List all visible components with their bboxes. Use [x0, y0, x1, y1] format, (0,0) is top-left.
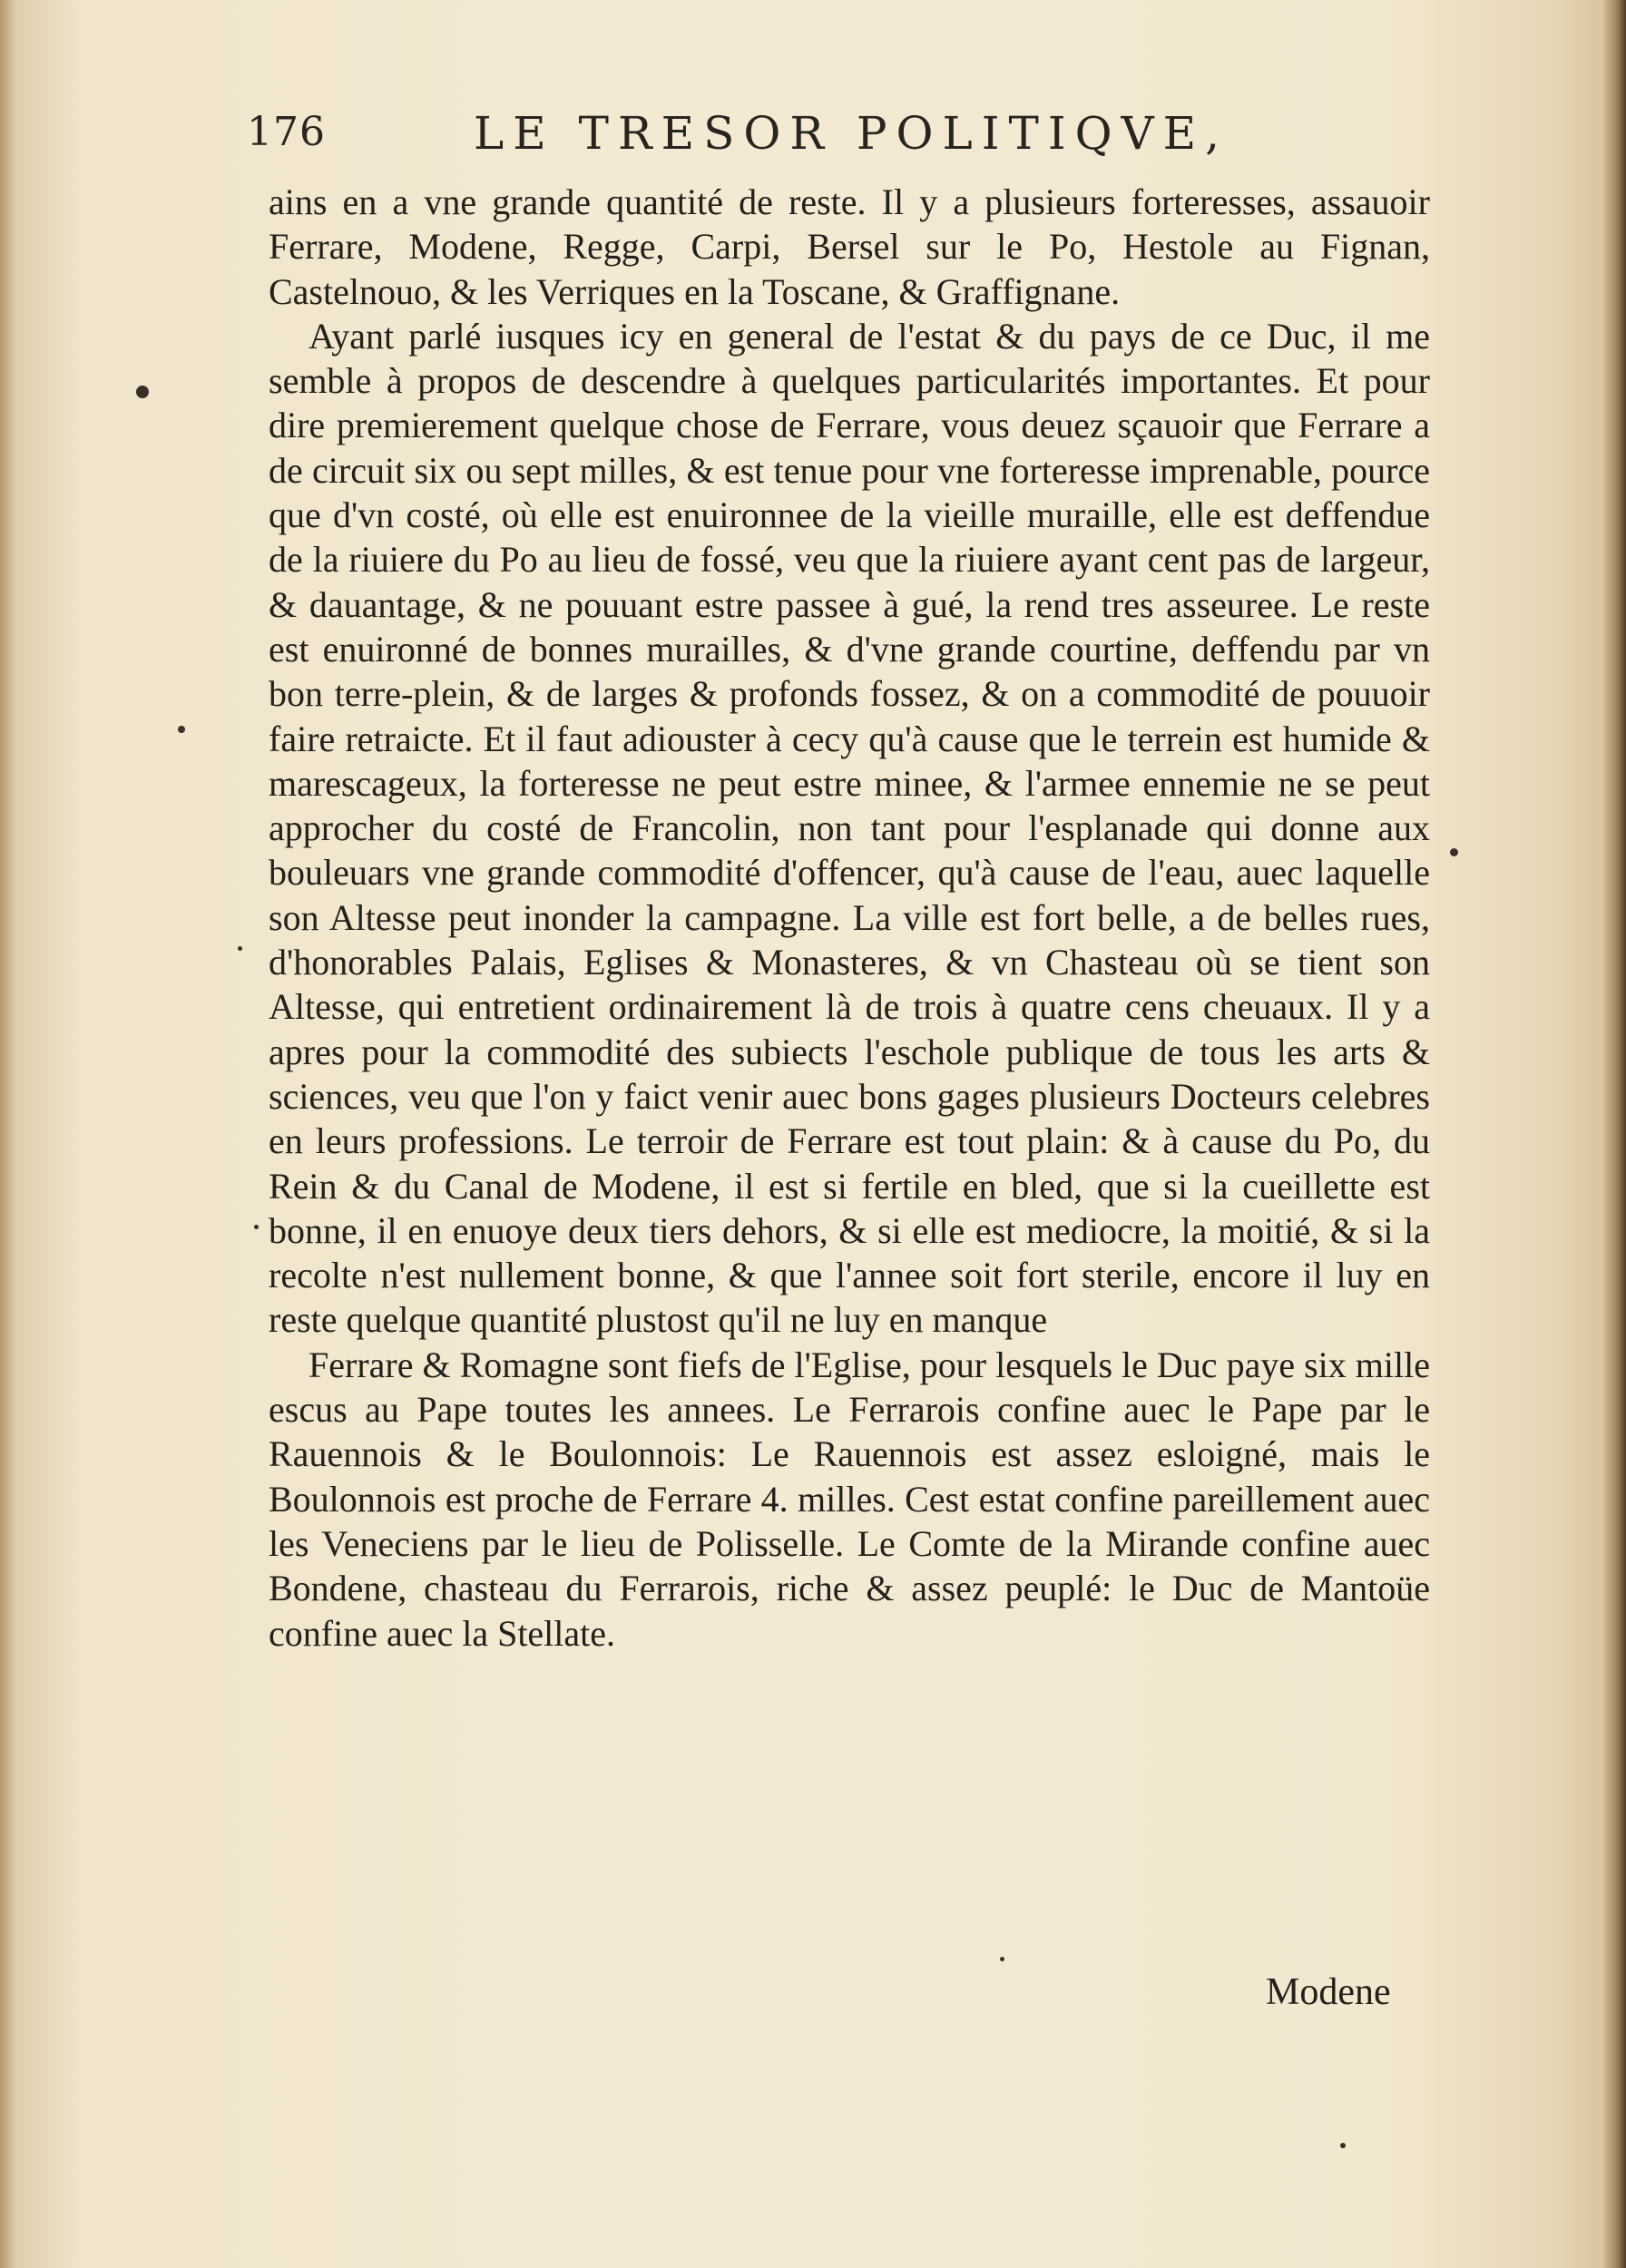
running-head: LE TRESOR POLITIQVE, [474, 107, 1229, 160]
ink-speck [1340, 2143, 1346, 2148]
ink-speck [254, 1225, 259, 1229]
ink-speck [178, 726, 185, 733]
page-header [247, 107, 1435, 171]
paragraph: Ferrare & Romagne sont fiefs de l'Eglise, pour lesquels le Duc paye six mille escus au Pape toutes les annees. Le Ferrarois confine auec le Pape par le Rauennois & le Boulonnois: Le Rauennois est assez esloigné, mais le Boulonnois est proche de Ferrare 4. milles. Cest estat confine pareillement auec les Veneciens par le lieu de Polisselle. Le Comte de la Mirande confine auec Bondene, chasteau du Ferrarois, riche & assez peuplé: le Duc de Mantoüe confine auec la Stellate. [269, 1344, 1430, 1654]
ink-speck [136, 386, 149, 398]
ink-speck [238, 946, 242, 951]
page-number: 176 [247, 109, 326, 155]
ink-speck [1450, 848, 1458, 856]
paragraph: Ayant parlé iusques icy en general de l'estat & du pays de ce Duc, il me semble à propos de descendre à quelques particularités importantes. Et pour dire premierement quelque chose de Ferrare, vous deuez sçauoir que Ferrare a de circuit six ou sept milles, & est tenue pour vne forteresse imprenable, pource que d'vn costé, où elle est enuironnee de la vieille muraille, elle est deffendue de la riuiere du Po au lieu de fossé, veu que la riuiere ayant cent pas de largeur, & dauantage, & ne pouuant estre passee à gué, la rend tres asseuree. Le reste est enuironné de bonnes murailles, & d'vne grande courtine, deffendu par vn bon terre-plein, & de larges & profonds fossez, & on a commodité de pouuoir faire retraicte. Et il faut adiouster à cecy qu'à cause que le terrein est humide & marescageux, la forteresse ne peut estre minee, & l'armee ennemie ne se peut approcher du costé de Francolin, non tant pour l'esplanade qui donne aux bouleuars vne grande commodité d'offencer, qu'à cause de l'eau, auec laquelle son Altesse peut inonder la campagne. La ville est fort belle, a de belles rues, d'honorables Palais, Eglises & Monasteres, & vn Chasteau où se tient son Altesse, qui entretient ordinairement là de trois à quatre cens cheuaux. Il y a apres pour la commodité des subiects l'eschole publique de tous les arts & sciences, veu que l'on y faict venir auec bons gages plusieurs Docteurs celebres en leurs professions. Le terroir de Ferrare est tout plain: & à cause du Po, du Rein & du Canal de Modene, il est si fertile en bled, que si la cueillette est bonne, il en enuoye deux tiers dehors, & si elle est mediocre, la moitié, & si la recolte n'est nullement bonne, & que l'annee soit fort sterile, encore il luy en reste quelque quantité plustost qu'il ne luy en manque [269, 315, 1430, 1341]
catchword: Modene [1266, 1971, 1391, 2013]
body-text [269, 180, 1430, 1656]
ink-speck [1000, 1957, 1004, 1961]
paragraph: ains en a vne grande quantité de reste. Il y a plusieurs forteresses, assauoir Ferrare, Modene, Regge, Carpi, Bersel sur le Po, Hestole au Fignan, Castelnouo, & les Verriques en la Toscane, & Graffignane. [269, 181, 1430, 312]
